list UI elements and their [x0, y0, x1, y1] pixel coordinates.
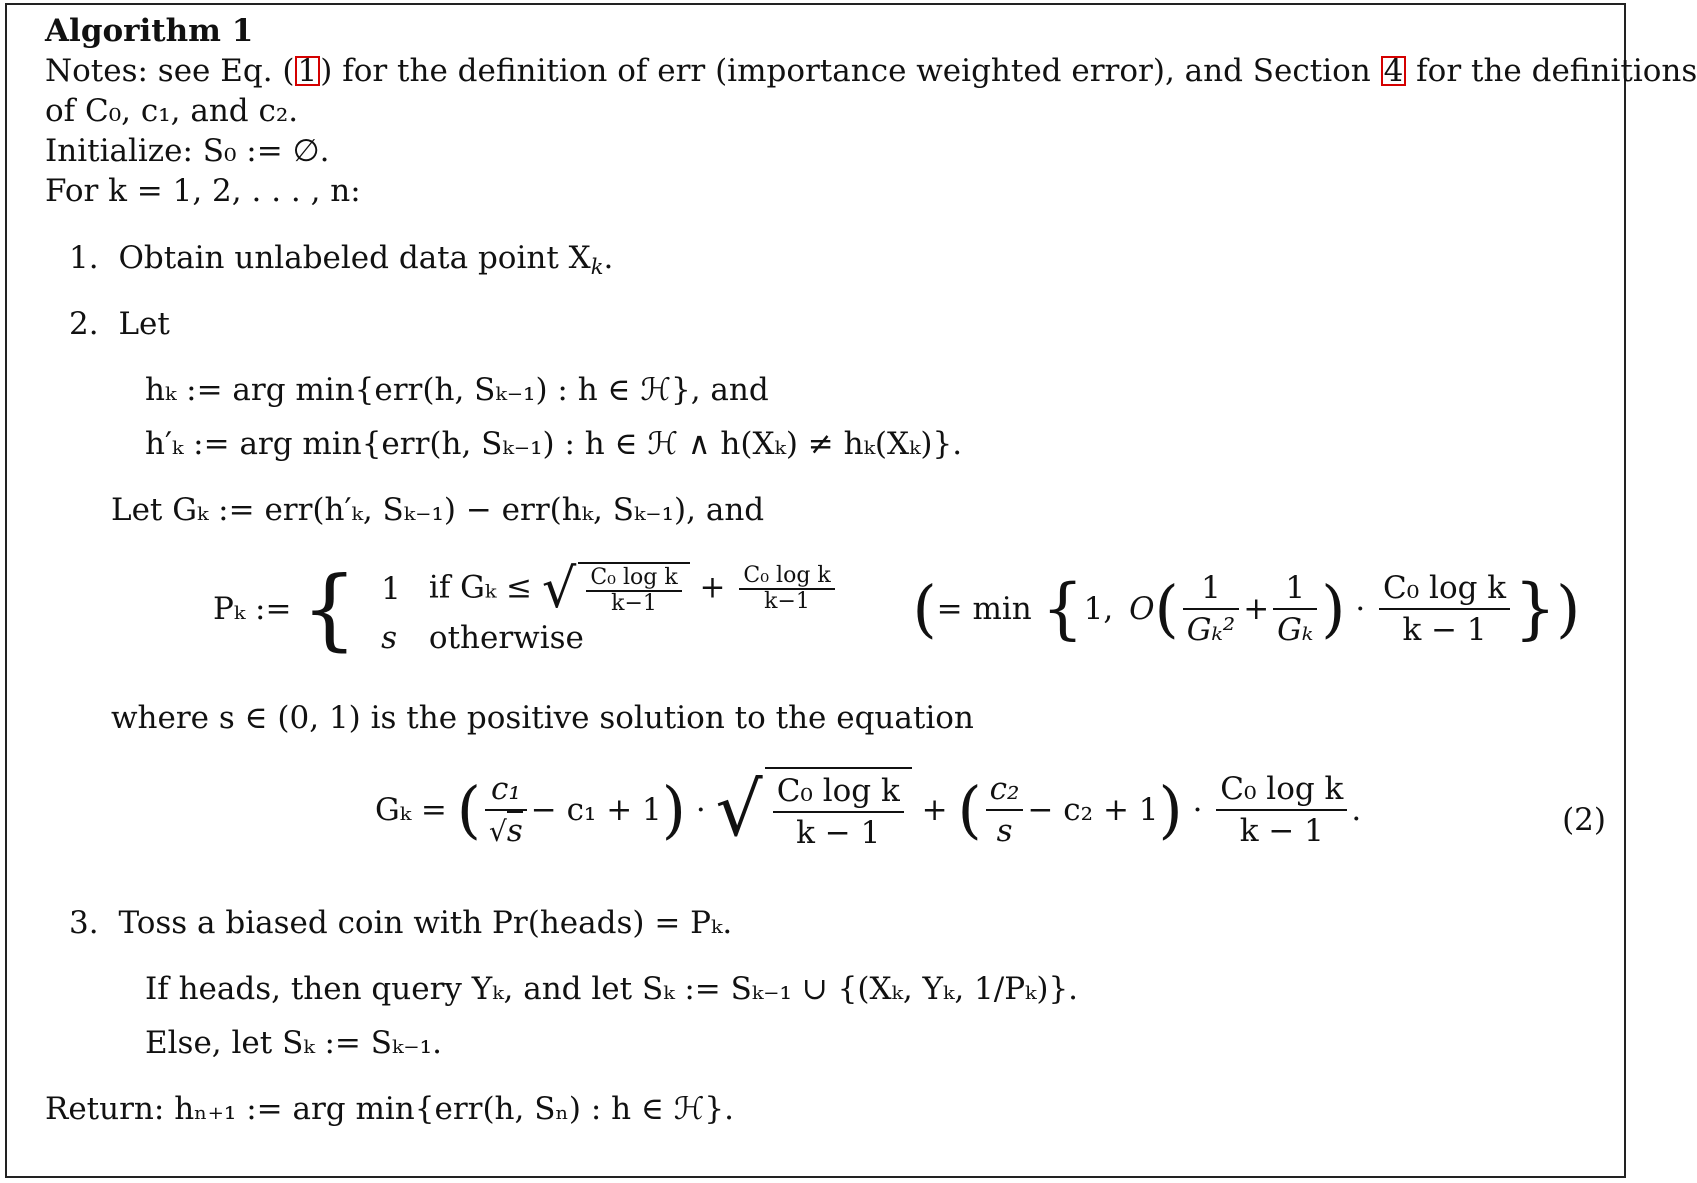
c0-log-k-fraction	[1379, 568, 1510, 650]
step-3-number: 3.	[69, 905, 99, 941]
case-1-fraction	[739, 564, 834, 614]
eq2-term-2: − c₂ + 1	[1027, 792, 1159, 828]
min-text: = min	[936, 591, 1032, 627]
fraction-denominator: k − 1	[1239, 813, 1324, 849]
sqrt-s: s	[506, 812, 523, 849]
fraction-numerator: 1	[1183, 568, 1240, 610]
eq2-sqrt-fraction	[773, 771, 904, 853]
fraction-numerator: C₀ log k	[1379, 568, 1510, 610]
step-2-number: 2.	[69, 306, 99, 342]
o-right-paren: )	[1321, 572, 1346, 645]
notes-line-2: of C₀, c₁, and c₂.	[45, 93, 299, 129]
where-line: where s ∈ (0, 1) is the positive solution to the equation	[111, 700, 974, 736]
case-2-condition: otherwise	[428, 620, 584, 656]
for-loop-line: For k = 1, 2, . . . , n:	[45, 173, 361, 209]
algorithm-title: Algorithm 1	[45, 13, 254, 49]
step-3-text: Toss a biased coin with Pr(heads) = Pₖ.	[118, 905, 733, 941]
outer-right-paren: )	[1556, 572, 1581, 645]
else-line: Else, let Sₖ := Sₖ₋₁.	[145, 1025, 442, 1061]
sqrt-symbol: √	[541, 557, 577, 620]
fraction-denominator: k−1	[611, 591, 657, 616]
step-2-text: Let	[118, 306, 170, 342]
eq2-left-paren-1: (	[456, 773, 481, 846]
fraction-denominator: s	[996, 813, 1013, 849]
step-3	[69, 905, 732, 941]
eq2-right-paren-2: )	[1158, 773, 1183, 846]
equation-number: (2)	[1562, 802, 1606, 838]
p-k-cases: 1 if Gₖ ≤ √ $\frac{\text{C₀ log k}}{k-1}$ + $\frac{\text{C₀ log k}}{k-1}$ s otherwise	[367, 560, 853, 658]
equation-2: Gₖ = ( $\frac{\text{c₁}}{√s}$ − c₁ + 1) · √ $\frac{\text{C₀ log k}}{k - 1}$ + ( $\frac{\text{c₂}}{s}$ − c₂ + 1) · $\frac{\text{C₀ log k}}{k - 1}$ .	[375, 767, 1362, 853]
fraction-denominator: k−1	[764, 589, 810, 614]
if-heads-line: If heads, then query Yₖ, and let Sₖ := Sₖ₋₁ ∪ {(Xₖ, Yₖ, 1/Pₖ)}.	[145, 971, 1079, 1007]
fraction-numerator: C₀ log k	[773, 771, 904, 813]
eq2-sqrt-symbol: √	[715, 767, 763, 853]
case-1-value: 1	[381, 571, 401, 607]
fraction-numerator: c₂	[986, 769, 1024, 811]
h-k-prime-definition: h′ₖ := arg min{err(h, Sₖ₋₁) : h ∈ ℋ ∧ h(Xₖ) ≠ hₖ(Xₖ)}.	[145, 426, 963, 462]
notes-text-a: Notes: see Eq. (	[45, 53, 295, 89]
initialize-line: Initialize: S₀ := ∅.	[45, 133, 330, 169]
one-over-g-k	[1273, 568, 1317, 650]
eq2-fraction	[1216, 769, 1347, 851]
step-1-subscript: k	[590, 255, 604, 279]
c1-over-sqrt-s: $\frac{\text{c₁}}{√s}$	[485, 769, 527, 852]
min-one: 1,	[1083, 591, 1114, 627]
fraction-denominator: Gₖ	[1277, 612, 1314, 648]
fraction-numerator: C₀ log k	[1216, 769, 1347, 811]
fraction-denominator: k − 1	[1402, 612, 1487, 648]
min-right-brace: }	[1514, 570, 1557, 647]
notes-text-b: ) for the definition of err (importance weighted error), and Section	[320, 53, 1381, 89]
fraction-denominator: k − 1	[796, 815, 881, 851]
section-reference-link[interactable]: 4	[1381, 56, 1407, 86]
step-1-number: 1.	[69, 240, 99, 276]
h-k-definition: hₖ := arg min{err(h, Sₖ₋₁) : h ∈ ℋ}, and	[145, 372, 769, 408]
notes-line-1	[45, 53, 1697, 89]
eq2-right-paren-1: )	[661, 773, 686, 846]
eq2-lhs: Gₖ =	[375, 792, 447, 828]
min-left-brace: {	[1041, 570, 1084, 647]
p-k-formula: Pₖ := { 1 if Gₖ ≤ √ $\frac{\text{C₀ log k}}{k-1}$ + $\frac{\text{C₀ log k}}{k-1}$ s otherwise (= min {1, O( $\frac{1}{\text{Gₖ²}}$ + $\frac{1}{\text{Gₖ}}$ ) · $\frac{\text{C₀ log k}}{k - 1}$ })	[213, 557, 1581, 660]
eq2-left-paren-2: (	[957, 773, 982, 846]
p-k-lhs: Pₖ :=	[213, 591, 292, 627]
step-2	[69, 306, 170, 342]
g-k-definition: Let Gₖ := err(h′ₖ, Sₖ₋₁) − err(hₖ, Sₖ₋₁), and	[111, 492, 765, 528]
equation-reference-link[interactable]: 1	[295, 56, 321, 86]
step-1: 1. Obtain unlabeled data point $X_k$.	[69, 240, 614, 279]
big-o-symbol: O	[1129, 591, 1155, 627]
case-1-sqrt-fraction	[586, 566, 681, 616]
fraction-numerator: C₀ log k	[586, 566, 681, 592]
case-2-value: s	[381, 620, 398, 656]
algorithm-box	[5, 3, 1697, 1178]
fraction-numerator: c₁	[485, 769, 527, 811]
fraction-numerator: C₀ log k	[739, 564, 834, 590]
fraction-denominator: Gₖ²	[1186, 612, 1236, 648]
fraction-numerator: 1	[1273, 568, 1317, 610]
o-left-paren: (	[1154, 572, 1179, 645]
left-brace: {	[301, 557, 358, 660]
one-over-g-k-squared	[1183, 568, 1240, 650]
return-line: Return: hₙ₊₁ := arg min{err(h, Sₙ) : h ∈ ℋ}.	[45, 1091, 734, 1127]
notes-text-c: for the definitions	[1406, 53, 1697, 89]
eq2-term-1: − c₁ + 1	[530, 792, 662, 828]
outer-left-paren: (	[912, 572, 937, 645]
c2-over-s	[986, 769, 1024, 851]
step-1-text: Obtain unlabeled data point X	[118, 240, 591, 276]
case-1-condition: if Gₖ ≤	[428, 569, 533, 606]
